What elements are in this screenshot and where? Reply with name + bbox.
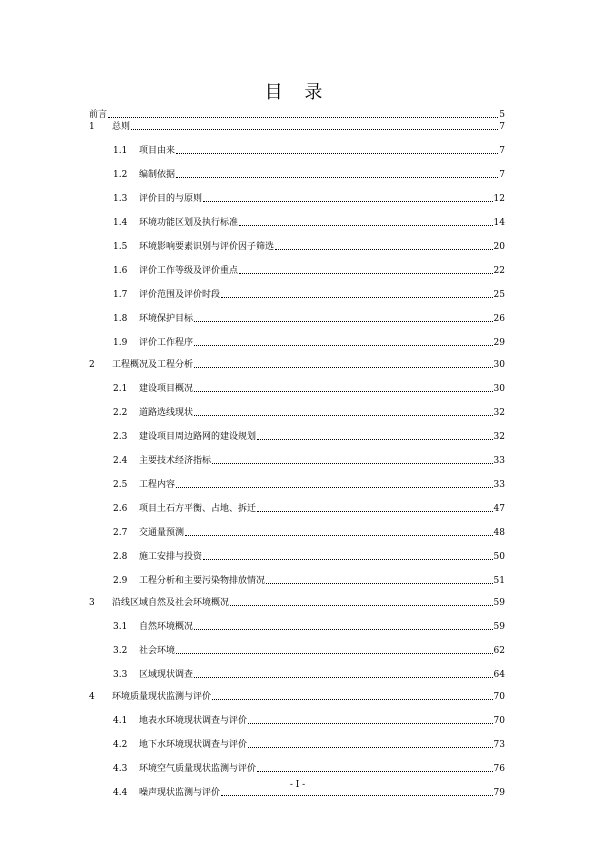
- toc-entry-title: 评价范围及评价时段: [139, 290, 221, 300]
- toc-entry-page: 76: [493, 764, 505, 774]
- toc-entry-page: 14: [493, 218, 505, 228]
- dot-leader: [266, 582, 493, 584]
- toc-entry-page: 50: [493, 552, 505, 562]
- toc-entry-page: 5: [499, 110, 505, 120]
- toc-entry[interactable]: [89, 402, 505, 418]
- dot-leader: [176, 176, 498, 178]
- toc-entry-title: 环境影响要素识别与评价因子筛选: [139, 242, 275, 252]
- dot-leader: [239, 272, 493, 274]
- dot-leader: [230, 604, 493, 606]
- toc-entry-title: 自然环境概况: [139, 622, 194, 632]
- dot-leader: [194, 366, 493, 368]
- toc-entry[interactable]: [89, 664, 505, 680]
- toc-entry-number: 2.3: [113, 432, 128, 442]
- dot-leader: [194, 676, 493, 678]
- dot-leader: [239, 224, 493, 226]
- toc-entry-number: 2.7: [113, 528, 128, 538]
- toc-entry-number: 1.8: [113, 314, 128, 324]
- dot-leader: [212, 462, 493, 464]
- toc-entry-number: 3.2: [113, 646, 128, 656]
- toc-entry-title: 环境空气质量现状监测与评价: [139, 764, 257, 774]
- toc-entry-title: 评价工作等级及评价重点: [139, 266, 239, 276]
- toc-entry[interactable]: [89, 450, 505, 466]
- dot-leader: [185, 534, 493, 536]
- toc-entry-number: 3.3: [113, 670, 128, 680]
- toc-entry-page: 29: [493, 338, 505, 348]
- toc-entry-page: 64: [493, 670, 505, 680]
- toc-entry-number: 1.2: [113, 170, 128, 180]
- toc-entry-title: 建设项目周边路网的建设规划: [139, 432, 257, 442]
- toc-entry-number: 4.2: [113, 740, 128, 750]
- dot-leader: [221, 296, 493, 298]
- toc-entry[interactable]: [89, 308, 505, 324]
- toc-entry[interactable]: [89, 354, 505, 370]
- toc-entry-title: 主要技术经济指标: [139, 456, 212, 466]
- toc-entry-page: 59: [493, 598, 505, 608]
- dot-leader: [194, 414, 493, 416]
- toc-entry-title: 评价目的与原则: [139, 194, 203, 204]
- toc-entry-number: 2.4: [113, 456, 128, 466]
- toc-entry[interactable]: [89, 734, 505, 750]
- toc-entry-number: 2: [89, 360, 95, 370]
- toc-entry-page: 48: [493, 528, 505, 538]
- dot-leader: [194, 320, 493, 322]
- toc-entry-title: 环境保护目标: [139, 314, 194, 324]
- toc-entry-title: 前言: [89, 110, 108, 120]
- toc-entry-page: 30: [493, 360, 505, 370]
- toc-entry-title: 工程内容: [139, 480, 176, 490]
- toc-entry-number: 4.1: [113, 716, 128, 726]
- toc-entry[interactable]: [89, 616, 505, 632]
- toc-entry[interactable]: [89, 570, 505, 586]
- toc-entry[interactable]: [89, 332, 505, 348]
- toc-entry-number: 2.8: [113, 552, 128, 562]
- toc-entry-title: 工程概况及工程分析: [112, 360, 194, 370]
- toc-entry[interactable]: [89, 546, 505, 562]
- dot-leader: [275, 248, 493, 250]
- toc-entry-page: 70: [493, 716, 505, 726]
- toc-entry-page: 26: [493, 314, 505, 324]
- toc-entry-title: 噪声现状监测与评价: [139, 788, 221, 798]
- toc-entry[interactable]: [89, 284, 505, 300]
- toc-entry-title: 地表水环境现状调查与评价: [139, 716, 248, 726]
- page-number-footer: - I -: [289, 780, 306, 790]
- toc-entry-number: 2.5: [113, 480, 128, 490]
- toc-entry-page: 7: [499, 170, 505, 180]
- toc-entry-number: 4: [89, 692, 95, 702]
- toc-entry-page: 51: [493, 576, 505, 586]
- toc-entry-number: 1.3: [113, 194, 128, 204]
- toc-entry-title: 沿线区域自然及社会环境概况: [112, 598, 230, 608]
- toc-entry[interactable]: [89, 116, 505, 132]
- dot-leader: [176, 152, 498, 154]
- page-title: 目 录: [264, 82, 331, 103]
- toc-entry-page: 32: [493, 408, 505, 418]
- toc-entry[interactable]: [89, 378, 505, 394]
- dot-leader: [194, 344, 493, 346]
- toc-entry-page: 47: [493, 504, 505, 514]
- dot-leader: [131, 128, 498, 130]
- dot-leader: [257, 438, 493, 440]
- toc-entry-page: 30: [493, 384, 505, 394]
- toc-entry-page: 33: [493, 480, 505, 490]
- toc-entry-number: 1.5: [113, 242, 128, 252]
- toc-entry[interactable]: [89, 236, 505, 252]
- toc-entry-number: 1.1: [113, 146, 128, 156]
- toc-entry[interactable]: [89, 686, 505, 702]
- dot-leader: [194, 628, 493, 630]
- dot-leader: [257, 510, 493, 512]
- toc-entry-title: 道路选线现状: [139, 408, 194, 418]
- toc-entry-title: 区域现状调查: [139, 670, 194, 680]
- toc-entry-number: 4.3: [113, 764, 128, 774]
- toc-entry[interactable]: [89, 758, 505, 774]
- toc-entry-number: 1.9: [113, 338, 128, 348]
- toc-entry[interactable]: [89, 498, 505, 514]
- dot-leader: [203, 558, 493, 560]
- dot-leader: [257, 770, 493, 772]
- toc-entry-number: 1.6: [113, 266, 128, 276]
- toc-entry-title: 建设项目概况: [139, 384, 194, 394]
- dot-leader: [176, 486, 493, 488]
- toc-entry-title: 总则: [112, 122, 131, 132]
- toc-entry-number: 2.2: [113, 408, 128, 418]
- toc-entry-page: 12: [493, 194, 505, 204]
- toc-entry[interactable]: [89, 640, 505, 656]
- toc-entry[interactable]: [89, 522, 505, 538]
- toc-entry[interactable]: [89, 164, 505, 180]
- toc-entry-number: 1.4: [113, 218, 128, 228]
- dot-leader: [176, 652, 493, 654]
- dot-leader: [248, 746, 493, 748]
- toc-entry-number: 4.4: [113, 788, 128, 798]
- toc-entry[interactable]: [89, 592, 505, 608]
- toc-entry-page: 59: [493, 622, 505, 632]
- toc-entry-title: 施工安排与投资: [139, 552, 203, 562]
- toc-entry-title: 社会环境: [139, 646, 176, 656]
- dot-leader: [194, 390, 493, 392]
- toc-entry-title: 评价工作程序: [139, 338, 194, 348]
- dot-leader: [221, 794, 493, 796]
- toc-entry-page: 62: [493, 646, 505, 656]
- toc-entry-page: 7: [499, 146, 505, 156]
- toc-entry-page: 32: [493, 432, 505, 442]
- toc-entry-page: 7: [499, 122, 505, 132]
- toc-entry[interactable]: [89, 426, 505, 442]
- toc-entry-number: 2.6: [113, 504, 128, 514]
- dot-leader: [203, 200, 493, 202]
- dot-leader: [212, 698, 493, 700]
- toc-entry[interactable]: [89, 474, 505, 490]
- toc-entry-number: 2.1: [113, 384, 128, 394]
- toc-entry-number: 2.9: [113, 576, 128, 586]
- toc-entry-number: 3.1: [113, 622, 128, 632]
- toc-entry[interactable]: [89, 710, 505, 726]
- toc-entry[interactable]: [89, 188, 505, 204]
- toc-entry-page: 33: [493, 456, 505, 466]
- toc-entry-title: 地下水环境现状调查与评价: [139, 740, 248, 750]
- toc-entry-title: 项目土石方平衡、占地、拆迁: [139, 504, 257, 514]
- toc-entry-title: 编制依据: [139, 170, 176, 180]
- toc-entry-title: 交通量预测: [139, 528, 185, 538]
- dot-leader: [248, 722, 493, 724]
- toc-entry-page: 79: [493, 788, 505, 798]
- toc-entry-number: 1.7: [113, 290, 128, 300]
- toc-entry-title: 环境质量现状监测与评价: [112, 692, 212, 702]
- toc-entry-title: 环境功能区划及执行标准: [139, 218, 239, 228]
- toc-entry-page: 22: [493, 266, 505, 276]
- toc-entry-page: 70: [493, 692, 505, 702]
- toc-entry-title: 项目由来: [139, 146, 176, 156]
- toc-entry-number: 3: [89, 598, 95, 608]
- toc-entry[interactable]: [89, 140, 505, 156]
- toc-entry-page: 25: [493, 290, 505, 300]
- toc-entry[interactable]: [89, 260, 505, 276]
- toc-entry-number: 1: [89, 122, 95, 132]
- toc-entry-page: 20: [493, 242, 505, 252]
- toc-entry-page: 73: [493, 740, 505, 750]
- toc-entry[interactable]: [89, 212, 505, 228]
- toc-entry-title: 工程分析和主要污染物排放情况: [139, 576, 266, 586]
